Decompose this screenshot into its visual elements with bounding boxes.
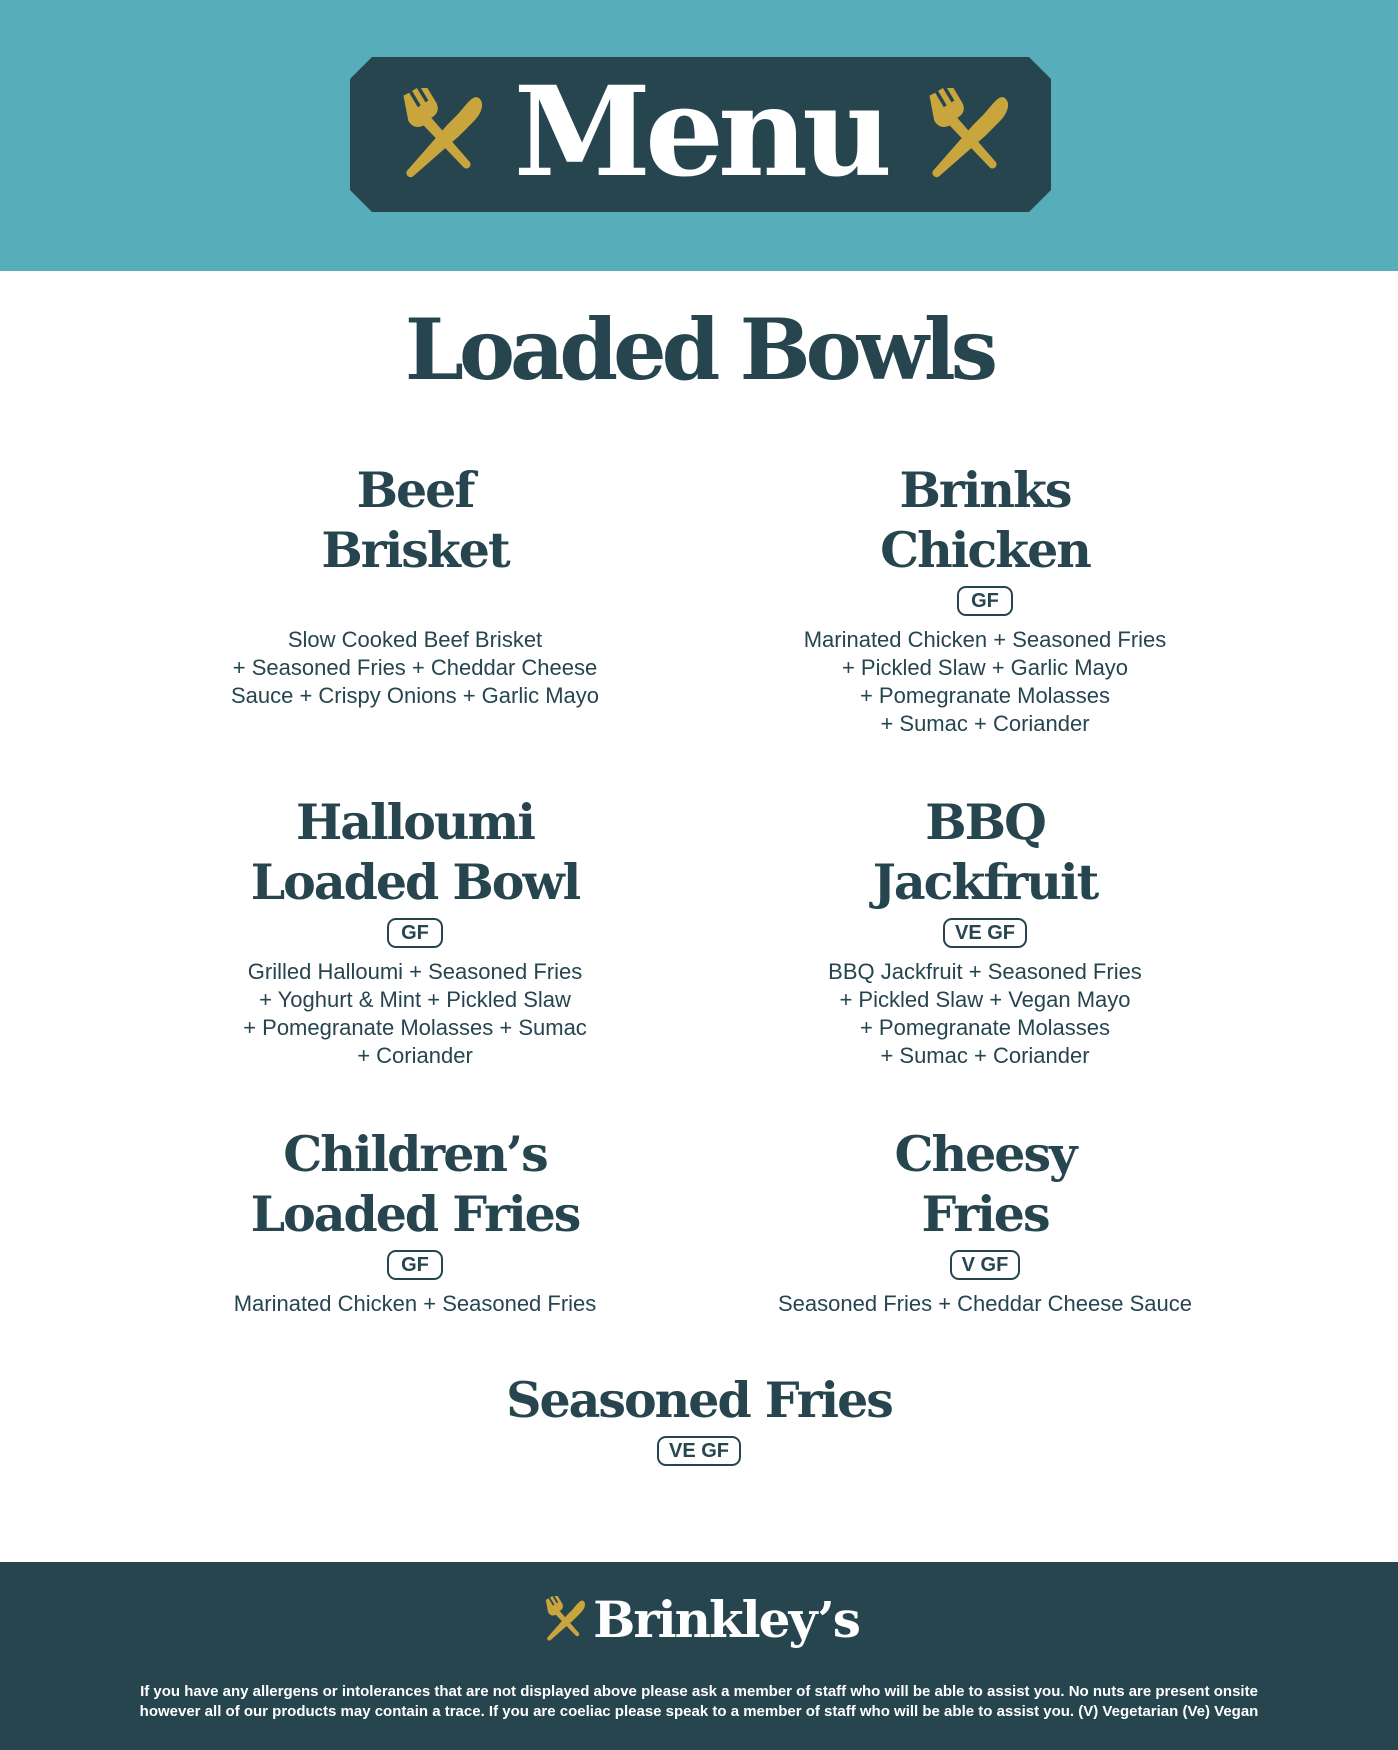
item-description: Marinated Chicken + Seasoned Fries <box>233 1291 597 1316</box>
brand-logo <box>0 1588 1398 1652</box>
item-description: Seasoned Fries + Cheddar Cheese Sauce <box>778 1291 1192 1316</box>
fork-knife-icon <box>539 1596 587 1644</box>
menu-item <box>399 1370 999 1466</box>
fork-knife-icon <box>916 88 1012 184</box>
item-description: Grilled Halloumi + Seasoned Fries + Yoghurt & Mint + Pickled Slaw + Pomegranate Molasses + Sumac + Coriander <box>243 959 587 1068</box>
item-name: Seasoned Fries <box>506 1371 892 1429</box>
dietary-badge: GF <box>957 586 1013 616</box>
dietary-badge: GF <box>387 918 443 948</box>
item-name: BBQ Jackfruit <box>872 793 1098 911</box>
menu-item <box>180 792 650 1070</box>
item-name: Beef Brisket <box>321 461 509 579</box>
item-name: Cheesy Fries <box>894 1125 1076 1243</box>
section-title: Loaded Bowls <box>404 300 994 399</box>
item-description: BBQ Jackfruit + Seasoned Fries + Pickled Slaw + Vegan Mayo + Pomegranate Molasses + Sumac + Coriander <box>828 959 1142 1068</box>
item-name: Brinks Chicken <box>880 461 1090 579</box>
item-description: Marinated Chicken + Seasoned Fries + Pickled Slaw + Garlic Mayo + Pomegranate Molasses + Sumac + Coriander <box>803 627 1167 736</box>
badge-spacer <box>180 580 650 616</box>
allergen-disclaimer: If you have any allergens or intolerances that are not displayed above please ask a member of staff who will be able to assist you. No nuts are present onsite however all of our products may contain a trace. If you are coeliac please speak to a member of staff who will be able to assist you. (V) Vegetarian (Ve) Vegan <box>139 1683 1259 1720</box>
dietary-badge: V GF <box>950 1250 1021 1280</box>
brand-name: Brinkley’s <box>593 1590 859 1649</box>
item-name: Children’s Loaded Fries <box>250 1125 580 1243</box>
menu-item <box>750 460 1220 738</box>
item-description: Slow Cooked Beef Brisket + Seasoned Fries + Cheddar Cheese Sauce + Crispy Onions + Garlic Mayo <box>230 627 600 708</box>
dietary-badge: VE GF <box>657 1436 741 1466</box>
menu-item <box>750 1124 1220 1318</box>
menu-title: Menu <box>513 60 887 205</box>
item-name: Halloumi Loaded Bowl <box>250 793 580 911</box>
dietary-badge: VE GF <box>943 918 1027 948</box>
fork-knife-icon <box>390 88 486 184</box>
menu-item <box>180 1124 650 1318</box>
menu-item <box>750 792 1220 1070</box>
menu-item <box>180 460 650 710</box>
dietary-badge: GF <box>387 1250 443 1280</box>
